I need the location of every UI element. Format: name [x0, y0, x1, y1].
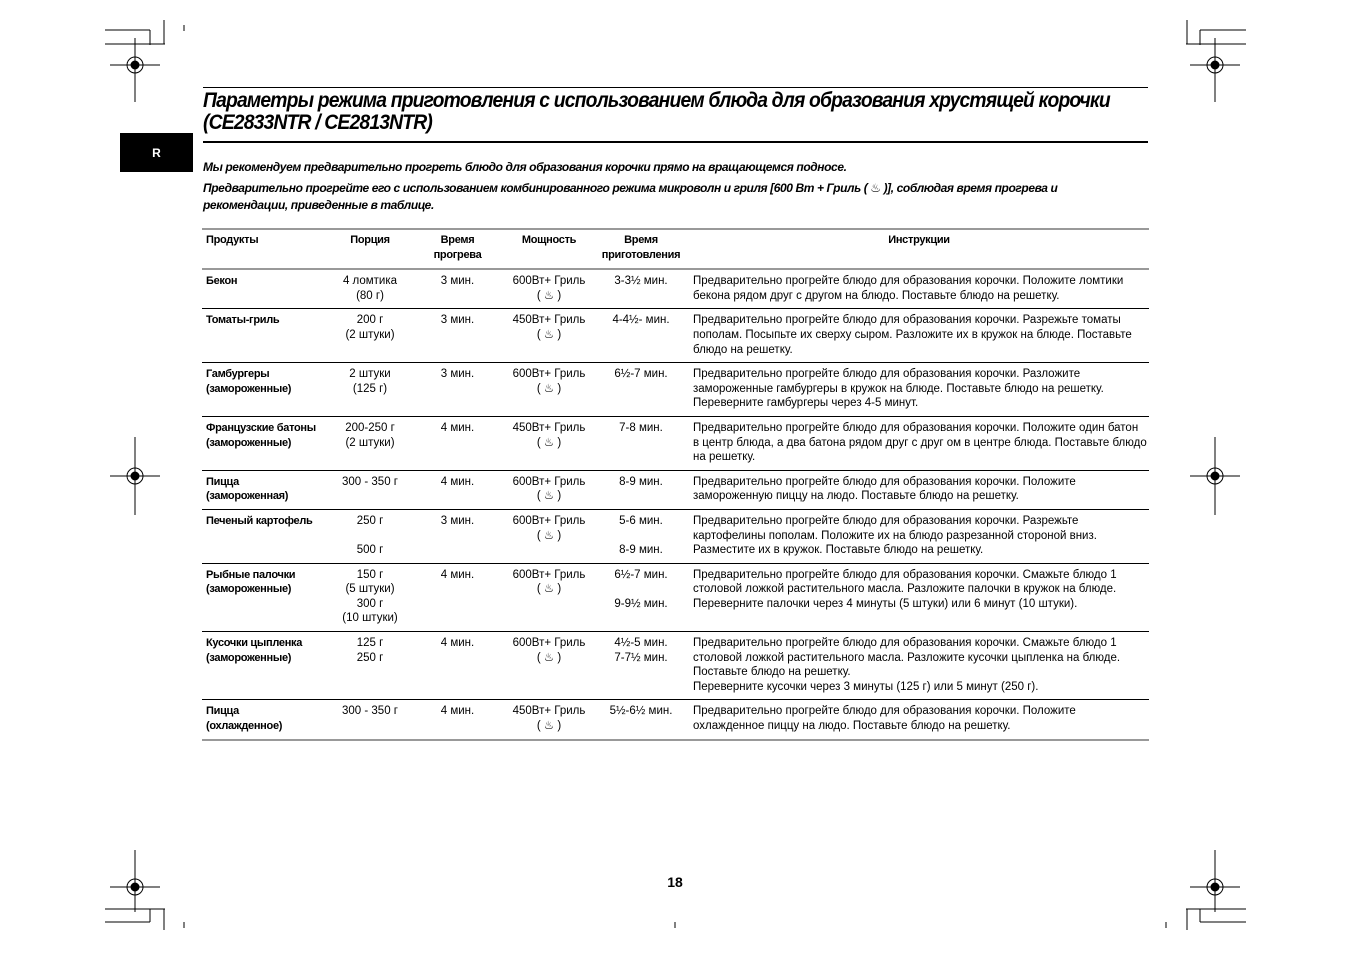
cell-portion: 200 г (2 штуки) [330, 309, 410, 363]
cell-product: Пицца (охлажденное) [202, 700, 330, 740]
cell-instructions: Предварительно прогрейте блюдо для образования корочки. Положите замороженную пиццу на людо. Поставьте блюдо на решетку. [689, 470, 1149, 509]
cell-power: 600Вт+ Гриль ( ♨ ) [505, 269, 593, 309]
cell-portion: 250 г 500 г [330, 509, 410, 563]
table-row [202, 269, 1149, 309]
table-row [202, 309, 1149, 363]
cell-portion: 300 - 350 г [330, 470, 410, 509]
header-portion: Порция [350, 234, 390, 246]
cell-power: 450Вт+ Гриль ( ♨ ) [505, 700, 593, 740]
header-cook-time: Время приготовления [601, 234, 681, 261]
cell-portion: 200-250 г (2 штуки) [330, 416, 410, 470]
cell-preheat: 3 мин. [410, 269, 505, 309]
cell-preheat: 4 мин. [410, 563, 505, 631]
intro-preheat-note: Мы рекомендуем предварительно прогреть блюдо для образования корочки прямо на вращающемся подносе. [203, 160, 847, 174]
cell-cook-time: 4½-5 мин. 7-7½ мин. [593, 632, 689, 700]
cell-instructions: Предварительно прогрейте блюдо для образования корочки. Положите ломтики бекона рядом друг с другом на блюдо. Поставьте блюдо на решетку. [689, 269, 1149, 309]
cell-preheat: 4 мин. [410, 470, 505, 509]
header-preheat: Время прогрева [433, 234, 482, 261]
cell-portion: 125 г 250 г [330, 632, 410, 700]
table-row [202, 416, 1149, 470]
cell-power: 600Вт+ Гриль ( ♨ ) [505, 509, 593, 563]
cell-product: Кусочки цыпленка (замороженные) [202, 632, 330, 700]
cell-power: 600Вт+ Гриль ( ♨ ) [505, 363, 593, 417]
cell-cook-time: 5½-6½ мин. [593, 700, 689, 740]
cell-portion: 150 г (5 штуки) 300 г (10 штуки) [330, 563, 410, 631]
cell-cook-time: 4-4½- мин. [593, 309, 689, 363]
cell-product: Французские батоны (замороженные) [202, 416, 330, 470]
cell-instructions: Предварительно прогрейте блюдо для образования корочки. Положите охлажденное пиццу на людо. Поставьте блюдо на решетку. [689, 700, 1149, 740]
cell-product: Гамбургеры (замороженные) [202, 363, 330, 417]
cell-preheat: 4 мин. [410, 632, 505, 700]
cell-cook-time: 6½-7 мин. 9-9½ мин. [593, 563, 689, 631]
cell-instructions: Предварительно прогрейте блюдо для образования корочки. Смажьте блюдо 1 столовой ложкой растительного масла. Разложите палочки в кружок на блюде. Переверните палочки через 4 минуты (5 штуки) или 6 минут (10 штуки). [689, 563, 1149, 631]
cell-instructions: Предварительно прогрейте блюдо для образования корочки. Разрежьте картофелины пополам. Положите их на блюдо разрезанной стороной вниз. Разместите их в кружок. Поставьте блюдо на решетку. [689, 509, 1149, 563]
cell-preheat: 3 мин. [410, 363, 505, 417]
cell-product: Томаты-гриль [202, 309, 330, 363]
table-header-row [202, 229, 1149, 269]
cell-product: Пицца (замороженная) [202, 470, 330, 509]
title-bottom-rule [203, 141, 1148, 143]
cell-product: Рыбные палочки (замороженные) [202, 563, 330, 631]
cell-power: 450Вт+ Гриль ( ♨ ) [505, 309, 593, 363]
cell-preheat: 4 мин. [410, 700, 505, 740]
crisp-plate-table [202, 228, 1149, 741]
cell-cook-time: 3-3½ мин. [593, 269, 689, 309]
cell-cook-time: 8-9 мин. [593, 470, 689, 509]
table-row [202, 470, 1149, 509]
cell-instructions: Предварительно прогрейте блюдо для образования корочки. Разложите замороженные гамбургеры в кружок на блюде. Поставьте блюдо на решетку. Переверните гамбургеры через 4-5 минут. [689, 363, 1149, 417]
page-number: 18 [667, 874, 683, 890]
cell-instructions: Предварительно прогрейте блюдо для образования корочки. Смажьте блюдо 1 столовой ложкой растительного масла. Разложите кусочки цыпленка на блюде. Поставьте блюдо на решетку. Переверните кусочки через 3 минуты (125 г) или 5 минут (250 г). [689, 632, 1149, 700]
cell-cook-time: 6½-7 мин. [593, 363, 689, 417]
cell-portion: 300 - 350 г [330, 700, 410, 740]
header-product: Продукты [206, 234, 259, 246]
cell-cook-time: 5-6 мин. 8-9 мин. [593, 509, 689, 563]
table-row [202, 700, 1149, 740]
cell-preheat: 3 мин. [410, 309, 505, 363]
page-title: Параметры режима приготовления с использованием блюда для образования хрустящей корочки (CE2833NTR / CE2813NTR) [203, 89, 1110, 134]
cell-power: 600Вт+ Гриль ( ♨ ) [505, 632, 593, 700]
cell-power: 450Вт+ Гриль ( ♨ ) [505, 416, 593, 470]
cell-product: Бекон [202, 269, 330, 309]
table-row [202, 632, 1149, 700]
cell-power: 600Вт+ Гриль ( ♨ ) [505, 563, 593, 631]
header-power: Мощность [521, 234, 577, 246]
language-tab: R [120, 133, 193, 172]
cell-instructions: Предварительно прогрейте блюдо для образования корочки. Разрежьте томаты пополам. Посыпьте их сверху сыром. Разложите их в кружок на блюде. Поставьте блюдо на решетку. [689, 309, 1149, 363]
title-top-rule [203, 87, 1148, 88]
cell-portion: 4 ломтика (80 г) [330, 269, 410, 309]
table-row [202, 563, 1149, 631]
cell-preheat: 4 мин. [410, 416, 505, 470]
cell-power: 600Вт+ Гриль ( ♨ ) [505, 470, 593, 509]
intro-preheat-instructions: Предварительно прогрейте его с использованием комбинированного режима микроволн и гриля [600 Вт + Гриль ( ♨ )], соблюдая время прогрева и рекомендации, приведенные в таблице. [203, 181, 1058, 212]
table-row [202, 509, 1149, 563]
cell-instructions: Предварительно прогрейте блюдо для образования корочки. Положите один батон в центр блюда, а два батона рядом друг с друг ом в центре блюда. Поставьте блюдо на решетку. [689, 416, 1149, 470]
header-instructions: Инструкции [888, 234, 950, 246]
cell-portion: 2 штуки (125 г) [330, 363, 410, 417]
table-row [202, 363, 1149, 417]
cell-product: Печеный картофель [202, 509, 330, 563]
cell-cook-time: 7-8 мин. [593, 416, 689, 470]
cell-preheat: 3 мин. [410, 509, 505, 563]
